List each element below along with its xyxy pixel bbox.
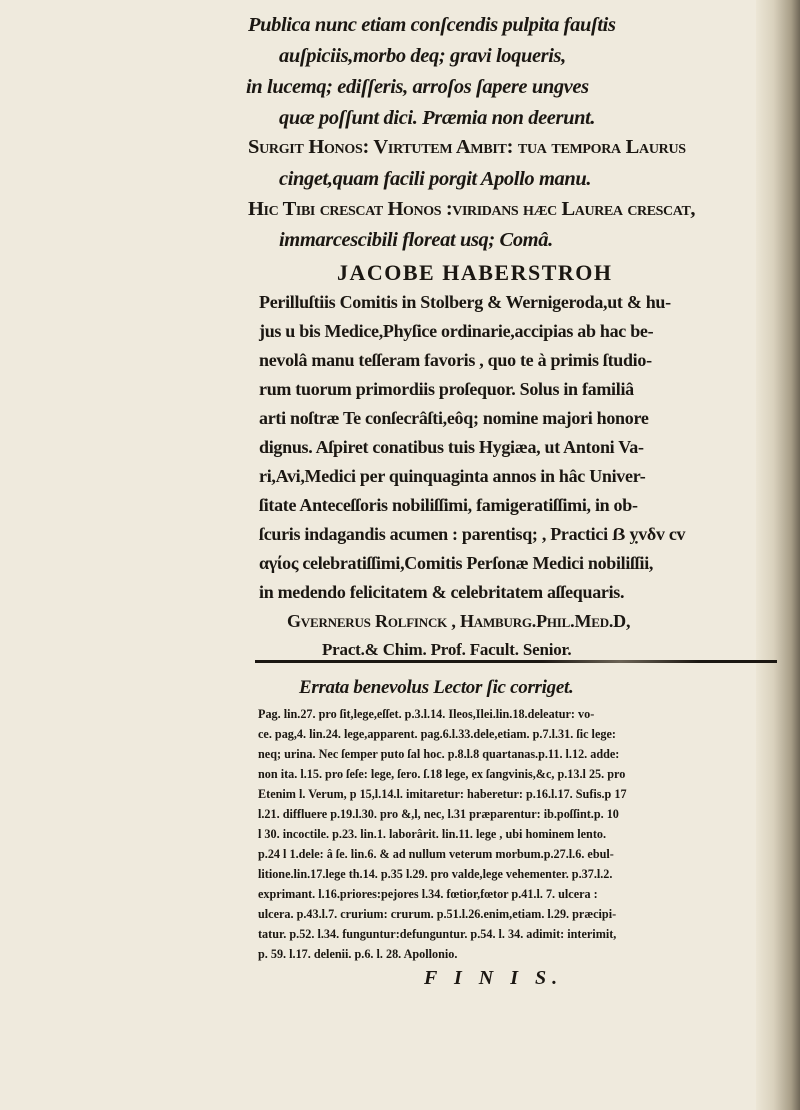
errata-line-12: tatur. p.52. l.34. funguntur:defunguntur. p.54. l. 34. adimit: interimit, <box>258 927 617 941</box>
dedication-line-4: rum tuorum primordiis proſequor. Solus in familiâ <box>259 379 634 399</box>
dedication-line-6: dignus. Aſpiret conatibus tuis Hygiæa, ut Antoni Va- <box>259 437 644 457</box>
dedication-line-5: arti noſtræ Te conſecrâſti,eôq; nomine majori honore <box>259 408 649 428</box>
dedication-line-8: ſitate Anteceſſoris nobiliſſimi, famigeratiſſimi, in ob- <box>259 495 638 515</box>
finis: F I N I S. <box>424 967 564 989</box>
dedication-line-7: ri,Avi,Medici per quinquaginta annos in hâc Univer- <box>259 466 646 486</box>
signature-line-1: Gvernerus Rolfinck , Hamburg.Phil.Med.D, <box>287 611 631 631</box>
page-edge-shadow <box>756 0 800 1110</box>
poem-line-3: in lucemq; ediſſeris, arroſos ſapere ungves <box>246 76 589 98</box>
dedication-line-11: in medendo felicitatem & celebritatem aſſequaris. <box>259 582 625 602</box>
dedication-line-10: αγίος celebratiſſimi,Comitis Perſonæ Medici nobiliſſii, <box>259 553 654 573</box>
poem-line-5: Surgit Honos: Virtutem Ambit: tua tempora Laurus <box>248 136 686 158</box>
poem-line-2: auſpiciis,morbo deq; gravi loqueris, <box>279 45 566 67</box>
poem-line-8: immarcescibili floreat usq; Comâ. <box>279 229 553 251</box>
errata-title: Errata benevolus Lector ſic corriget. <box>299 677 574 698</box>
errata-line-13: p. 59. l.17. delenii. p.6. l. 28. Apollonio. <box>258 947 458 961</box>
errata-line-4: non ita. l.15. pro ſeſe: lege, ſero. ſ.18 lege, ex ſangvinis,&c, p.13.l 25. pro <box>258 767 626 781</box>
errata-line-3: neq; urina. Nec ſemper puto ſal hoc. p.8.l.8 quartanas.p.11. l.12. adde: <box>258 747 620 761</box>
separator-rule <box>255 660 777 663</box>
dedication-line-1: Perilluſtiis Comitis in Stolberg & Wernigeroda,ut & hu- <box>259 292 671 312</box>
author-name: JACOBE HABERSTROH <box>337 260 613 285</box>
dedication-line-3: nevolâ manu teſſeram favoris , quo te à primis ſtudio- <box>259 350 652 370</box>
poem-line-1: Publica nunc etiam conſcendis pulpita fauſtis <box>248 14 616 36</box>
errata-line-11: ulcera. p.43.l.7. crurium: crurum. p.51.l.26.enim,etiam. l.29. præcipi- <box>258 907 617 921</box>
poem-line-7: Hic Tibi creſcat Honos :viridans hæc Laurea creſcat, <box>248 198 696 220</box>
dedication-line-2: jus u bis Medice,Phyſice ordinarie,accipias ab hac be- <box>259 321 654 341</box>
errata-line-6: l.21. diffluere p.19.l.30. pro &,l, nec, l.31 præparentur: ib.poſſint.p. 10 <box>258 807 619 821</box>
dedication-line-9: ſcuris indagandis acumen : parentisq; , Practici ẞ ỵvδv cv <box>259 524 686 544</box>
poem-line-4: quæ poſſunt dici. Præmia non deerunt. <box>279 107 596 129</box>
errata-line-10: exprimant. l.16.priores:pejores l.34. fœtior,fœtor p.41.l. 7. ulcera : <box>258 887 598 901</box>
errata-line-5: Etenim l. Verum, p 15,l.14.l. imitaretur: haberetur: p.16.l.17. Sufis.p 17 <box>258 787 627 801</box>
errata-line-7: l 30. incoctile. p.23. lin.1. laborârit. lin.11. lege , ubi hominem lento. <box>258 827 607 841</box>
errata-line-2: ce. pag,4. lin.24. lege,apparent. pag.6.l.33.dele,etiam. p.7.l.31. ſic lege: <box>258 727 616 741</box>
signature-line-2: Pract.& Chim. Prof. Facult. Senior. <box>322 640 572 659</box>
errata-line-9: litione.lin.17.lege th.14. p.35 l.29. pro valde,lege vehementer. p.37.l.2. <box>258 867 613 881</box>
poem-line-6: cinget,quam facili porgit Apollo manu. <box>279 168 592 190</box>
errata-line-8: p.24 l 1.dele: â ſe. lin.6. & ad nullum veterum morbum.p.27.l.6. ebul- <box>258 847 614 861</box>
errata-line-1: Pag. lin.27. pro ſit,lege,eſſet. p.3.l.14. Ileos,Ilei.lin.18.deleatur: vo- <box>258 707 595 721</box>
